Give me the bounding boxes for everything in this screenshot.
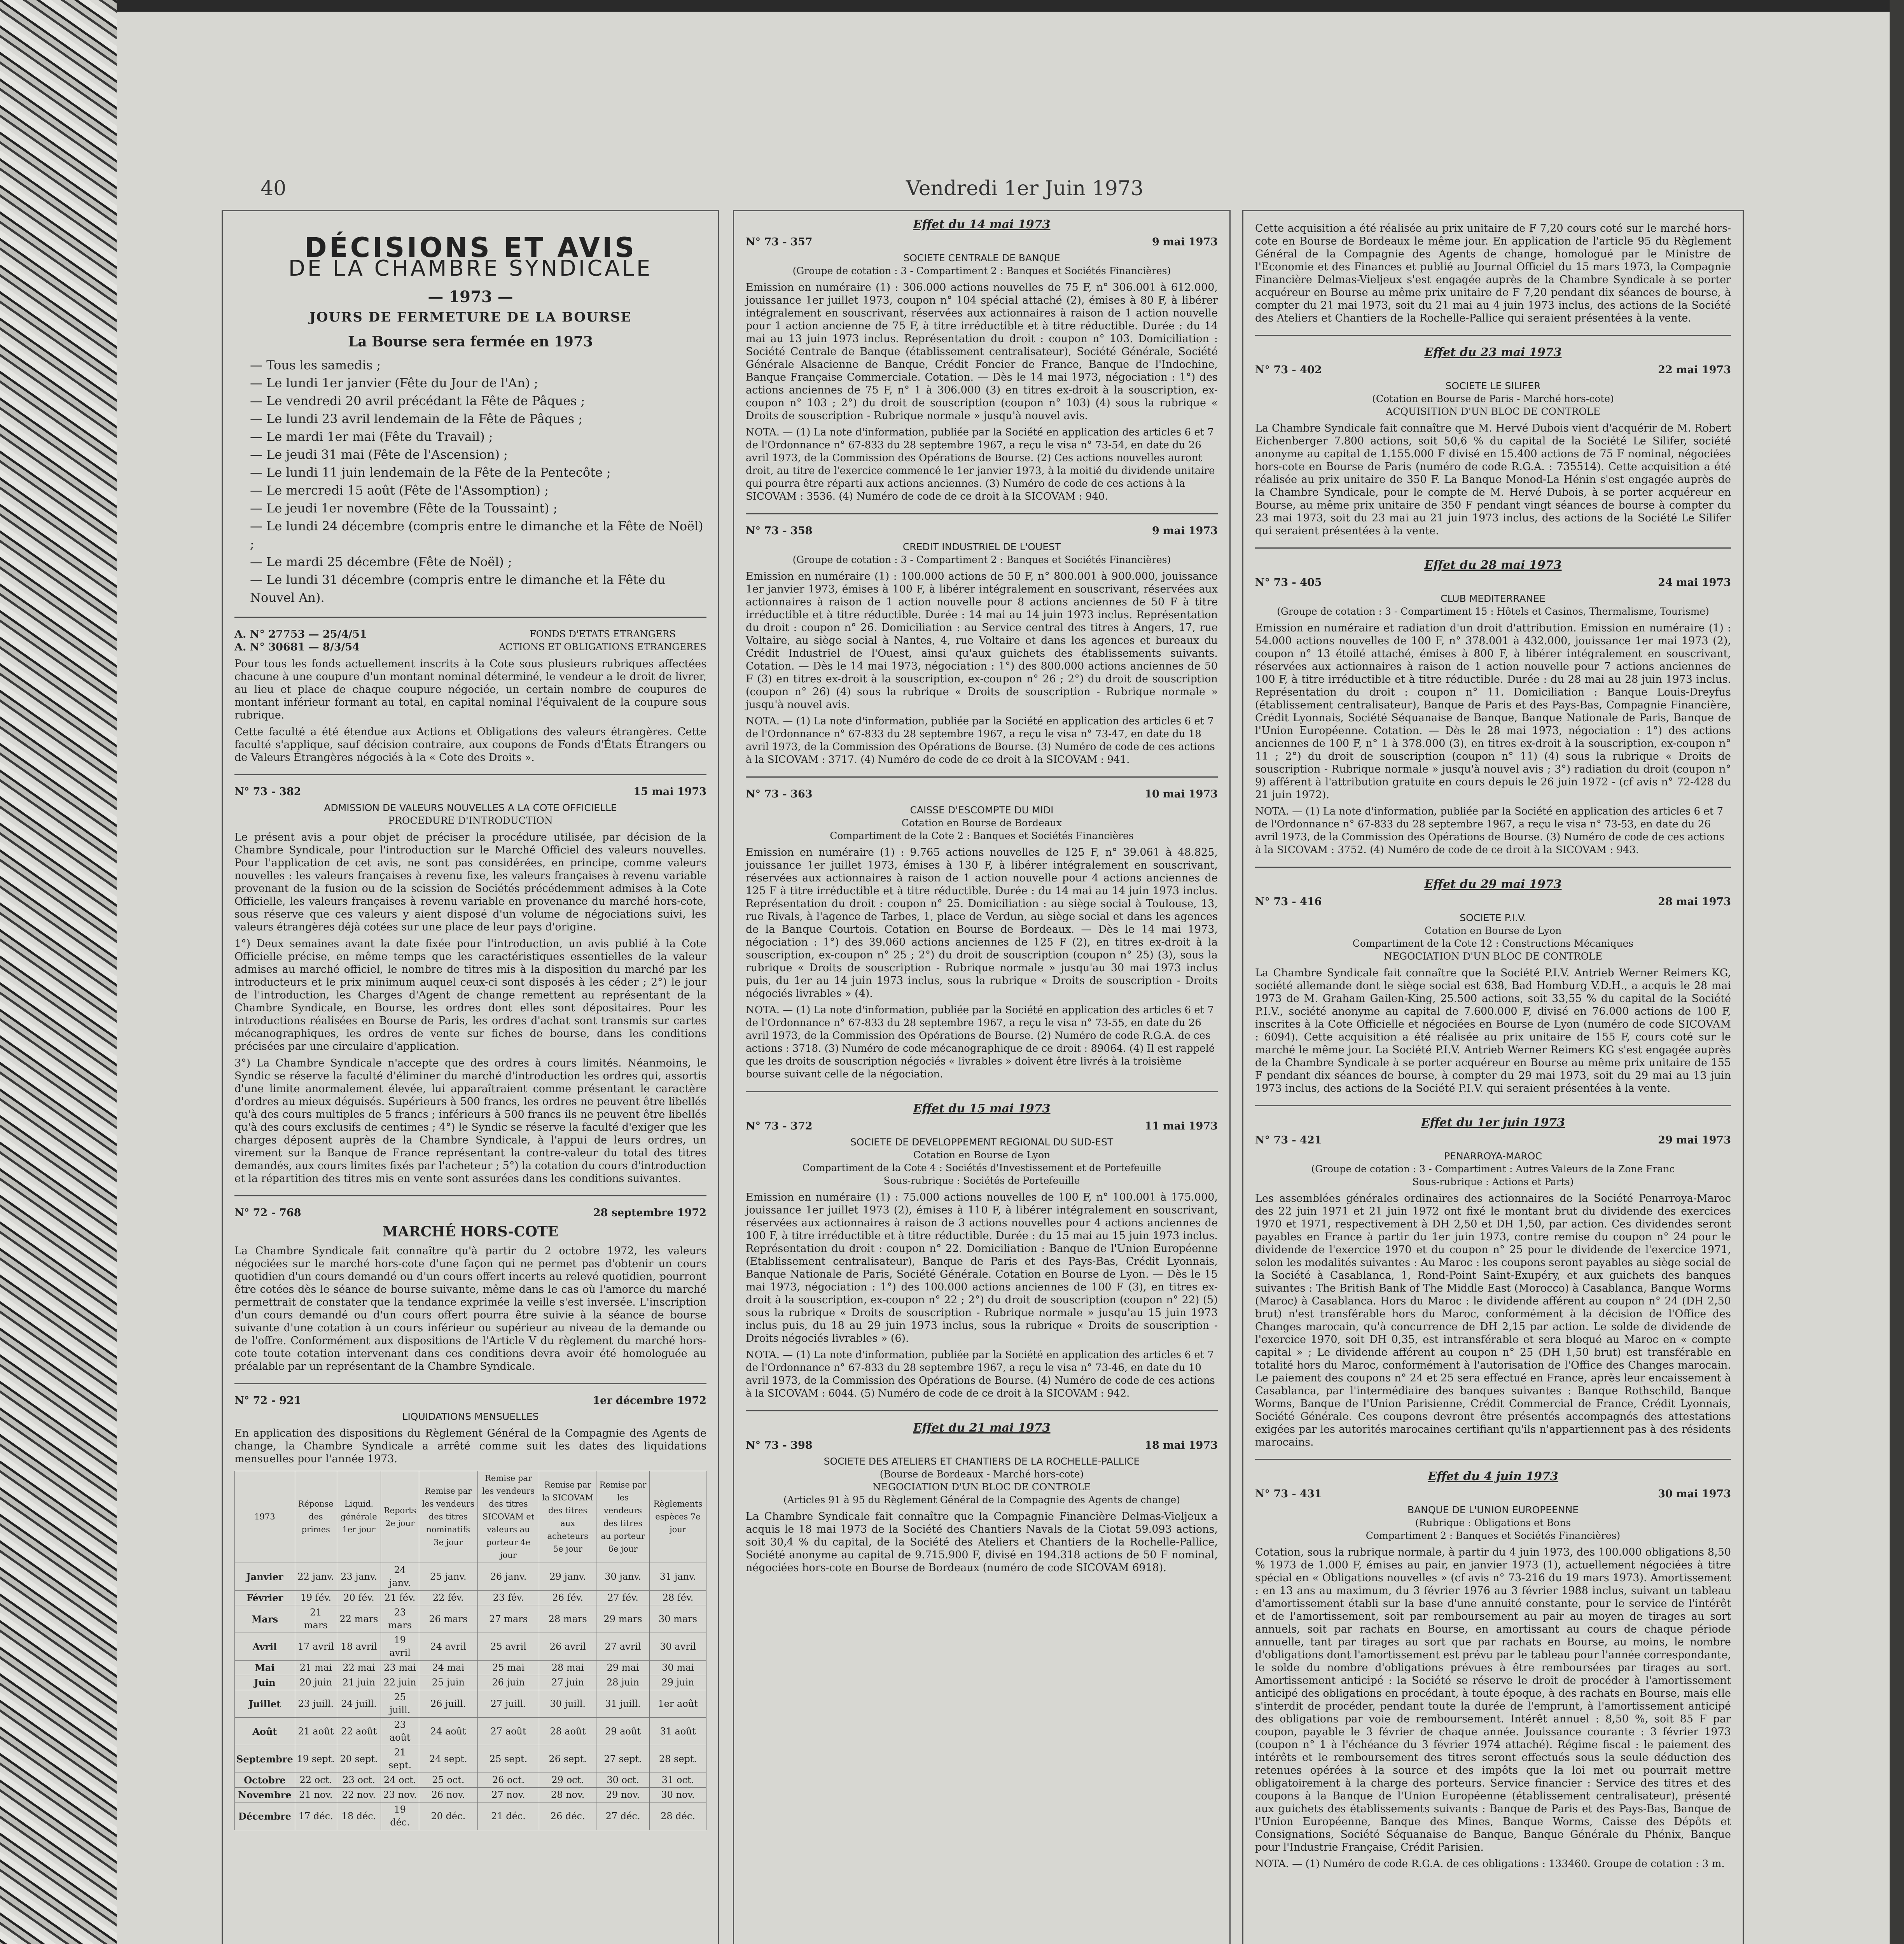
month-cell: Mars bbox=[235, 1605, 295, 1633]
marbled-binding bbox=[0, 0, 117, 1944]
date-cell: 22 mai bbox=[337, 1661, 381, 1675]
avis-number: N° 73 - 358 bbox=[746, 525, 813, 537]
company-name: SOCIETE CENTRALE DE BANQUE bbox=[903, 252, 1060, 264]
date-cell: 27 fév. bbox=[596, 1591, 650, 1605]
main-title: DÉCISIONS ET AVIS bbox=[304, 232, 637, 264]
avis-date: 24 mai 1973 bbox=[1658, 577, 1731, 589]
date-cell: 26 oct. bbox=[477, 1773, 539, 1788]
date-cell: 29 juin bbox=[650, 1675, 706, 1690]
date-cell: 23 janv. bbox=[337, 1563, 381, 1591]
avis-date: 18 mai 1973 bbox=[1145, 1439, 1218, 1451]
avis-note: NOTA. — (1) La note d'information, publiée par la Société en application des articles 6 et 7 de l'Ordonnance n° 67-833 du 28 septembre 1967, a reçu le visa n° 73-53, en date du 26 avril 1973, de la Commission des Opérations de Bourse. (3) Numéro de code de ces actions à la SICOVAM : 3752. (4) Numéro de code de ce droit à la SICOVAM : 943. bbox=[1255, 806, 1724, 856]
date-cell: 20 juin bbox=[295, 1675, 337, 1690]
divider bbox=[746, 1410, 1218, 1411]
month-cell: Novembre bbox=[235, 1788, 295, 1802]
divider bbox=[234, 617, 706, 618]
closure-item: — Le lundi 1er janvier (Fête du Jour de l'An) ; bbox=[250, 376, 539, 390]
date-cell: 25 sept. bbox=[477, 1745, 539, 1773]
avis-number: N° 73 - 382 bbox=[234, 786, 301, 798]
date-cell: 22 oct. bbox=[295, 1773, 337, 1788]
date-cell: 25 oct. bbox=[419, 1773, 478, 1788]
closure-list bbox=[234, 356, 706, 607]
date-cell: 28 mars bbox=[539, 1605, 596, 1633]
date-cell: 28 déc. bbox=[650, 1802, 706, 1830]
closure-item: — Le vendredi 20 avril précédant la Fête de Pâques ; bbox=[250, 393, 585, 408]
date-cell: 30 nov. bbox=[650, 1788, 706, 1802]
closure-item: — Le mardi 1er mai (Fête du Travail) ; bbox=[250, 429, 493, 444]
ref-number: A. N° 27753 — 25/4/51 bbox=[234, 628, 367, 640]
date-cell: 21 sept. bbox=[381, 1745, 419, 1773]
main-subtitle: DE LA CHAMBRE SYNDICALE bbox=[288, 256, 653, 281]
quotation-group: Compartiment de la Cote 12 : Constructions Mécaniques bbox=[1352, 938, 1634, 949]
section-heading: JOURS DE FERMETURE DE LA BOURSE bbox=[309, 309, 632, 325]
date-cell: 21 déc. bbox=[477, 1802, 539, 1830]
company-name: SOCIETE LE SILIFER bbox=[1445, 380, 1541, 392]
date-cell: 31 août bbox=[650, 1718, 706, 1745]
ref-block bbox=[234, 628, 706, 654]
page-number: 40 bbox=[261, 177, 287, 200]
closure-item: — Le mardi 25 décembre (Fête de Noël) ; bbox=[250, 554, 512, 569]
date-cell: 27 avril bbox=[596, 1633, 650, 1661]
avis-date: 22 mai 1973 bbox=[1658, 364, 1731, 376]
quotation-subgroup: Compartiment 2 : Banques et Sociétés Financières) bbox=[1365, 1530, 1621, 1541]
month-cell: Décembre bbox=[235, 1802, 295, 1830]
date-cell: 30 avril bbox=[650, 1633, 706, 1661]
column-2 bbox=[733, 210, 1231, 1944]
date-cell: 22 juin bbox=[381, 1675, 419, 1690]
date-cell: 21 mai bbox=[295, 1661, 337, 1675]
table-row bbox=[235, 1633, 706, 1661]
avis-text: Emission en numéraire et radiation d'un droit d'attribution. Emission en numéraire (1) : 54.000 actions nouvelles de 100 F, n° 378.001 à 432.000, jouissance 1er mai 1973 (2), coupon n° 13 étoilé attaché, émises à 800 F, à libérer intégralement en souscrivant, réservées aux actionnaires à raison de 1 action nouvelle pour 7 actions anciennes de 100 F, à titre irréductible et à titre réductible. Durée : du 28 mai au 28 juin 1973 inclus. Représentation du droit : coupon n° 11. Domiciliation : Banque Louis-Dreyfus (établissement centralisateur), Banque de Paris et des Pays-Bas, Compagnie Financière, Crédit Lyonnais, Société Séquanaise de Banque, Banque Nationale de Paris, Banque de l'Union Européenne. Cotation. — Dès le 28 mai 1973, négociation : 1°) des actions anciennes de 100 F, n° 1 à 378.000 (3), en titres ex-droit à la souscription, ex-coupon n° 11 ; 2°) du droit de souscription (coupon n° 11) (4) sous la rubrique « Droits de souscription - Rubrique normale » jusqu'à nouvel avis ; 3°) radiation du droit (coupon n° 9) afférent à l'attribution gratuite en cours depuis le 26 juin 1972 - (cf avis n° 72-428 du 21 juin 1972). bbox=[1255, 622, 1731, 801]
date-cell: 29 août bbox=[596, 1718, 650, 1745]
company-name: SOCIETE DES ATELIERS ET CHANTIERS DE LA ROCHELLE-PALLICE bbox=[823, 1456, 1140, 1467]
quotation-group: Compartiment de la Cote 4 : Sociétés d'Investissement et de Portefeuille bbox=[802, 1162, 1161, 1173]
ref-title: FONDS D'ETATS ETRANGERS bbox=[530, 629, 676, 640]
avis-header bbox=[746, 1439, 1218, 1452]
date-cell: 23 mars bbox=[381, 1605, 419, 1633]
column-1 bbox=[222, 210, 719, 1944]
avis-text: La Chambre Syndicale fait connaître que la Société P.I.V. Antrieb Werner Reimers KG, société allemande dont le siège social est 638, Bad Homburg V.D.H., a acquis le 28 mai 1973 de M. Graham Gailen-King, 25.500 actions, soit 33,55 % du capital de la Société P.I.V., société anonyme au capital de 7.600.000 F, divisé en 76.000 actions de 100 F, inscrites à la Cote Officielle et négociées en Bourse de Lyon (numéro de code SICOVAM : 6094). Cette acquisition a été réalisée au prix unitaire de 155 F, cours coté sur le marché le même jour. La Société P.I.V. Antrieb Werner Reimers KG s'est engagée auprès de la Chambre Syndicale à se porter acquéreur en Bourse au même prix unitaire de 155 F pendant dix séances de bourse, à compter du 29 mai 1973, soit du 29 mai au 13 juin 1973 inclus, des actions de la Société P.I.V. qui seraient présentées à la vente. bbox=[1255, 967, 1731, 1094]
company-name: CAISSE D'ESCOMPTE DU MIDI bbox=[910, 804, 1054, 816]
avis-header bbox=[1255, 895, 1731, 908]
company-name: CREDIT INDUSTRIEL DE L'OUEST bbox=[902, 541, 1061, 552]
date-cell: 30 janv. bbox=[596, 1563, 650, 1591]
month-cell: Avril bbox=[235, 1633, 295, 1661]
month-cell: Août bbox=[235, 1718, 295, 1745]
month-cell: Septembre bbox=[235, 1745, 295, 1773]
date-cell: 25 juin bbox=[419, 1675, 478, 1690]
avis-text: La Chambre Syndicale fait connaître que M. Hervé Dubois vient d'acquérir de M. Robert Eichenberger 7.800 actions, soit 50,6 % du capital de la Société Le Silifer, société anonyme au capital de 1.155.000 F divisé en 15.400 actions de 75 F nominal, négociées hors-cote en Bourse de Paris (numéro de code R.G.A. : 735514). Cette acquisition a été réalisée au prix unitaire de 350 F. La Banque Monod-La Hénin s'est engagée auprès de la Chambre Syndicale, pour le compte de M. Hervé Dubois, à se porter acquéreur en Bourse, au même prix unitaire de 350 F pendant vingt séances de bourse à compter du 23 mai 1973, soit du 23 mai au 21 juin 1973 inclus, des actions de la Société Le Silifer qui seraient présentées à la vente. bbox=[1255, 422, 1731, 537]
date-cell: 29 nov. bbox=[596, 1788, 650, 1802]
date-cell: 31 janv. bbox=[650, 1563, 706, 1591]
closure-item: — Le jeudi 31 mai (Fête de l'Ascension) ; bbox=[250, 447, 508, 462]
avis-text: 3°) La Chambre Syndicale n'accepte que des ordres à cours limités. Néanmoins, le Syndic se réserve la faculté d'éliminer du marché d'introduction les ordres qui, assortis d'une limite anormalement élevée, lui apparaîtraient comme présentant le caractère d'ordres au mieux déguisés. Supérieurs à 500 francs, les ordres ne peuvent être libellés qu'à des cours multiples de 5 francs ; inférieurs à 500 francs ils ne peuvent être libellés qu'à des cours exclusifs de centimes ; 4°) le Syndic se réserve la faculté d'exiger que les charges déposent auprès de la Chambre Syndicale, à l'appui de leurs ordres, un virement sur la Banque de France représentant la contre-valeur du total des titres demandés, aux cours limites fixés par l'acheteur ; 5°) la cotation du cours d'introduction et la répartition des titres mis en vente sont assurées dans les conditions suivantes. bbox=[234, 1057, 706, 1185]
quotation-group: (Groupe de cotation : 3 - Compartiment 15 : Hôtels et Casinos, Thermalisme, Tourisme) bbox=[1277, 606, 1709, 617]
divider bbox=[746, 513, 1218, 514]
avis-text: La Chambre Syndicale fait connaître qu'à partir du 2 octobre 1972, les valeurs négociées sur le marché hors-cote d'une façon qui ne permet pas d'obtenir un cours quotidien d'un cours demandé ou d'un cours offert incerts au relevé quotidien, pourront être cotées dès le séance de bourse suivante, même dans le cas où l'amorce du marché permettrait de constater que la tendance exprimée la veille s'est inversée. L'inscription d'un cours demandé ou d'un cours offert pourra être suivie à la séance de bourse suivante d'une cotation à un cours inférieur ou supérieur au niveau de la demande ou de l'offre. Conformément aux dispositions de l'Article V du règlement du marché hors-cote toute cotation intervenant dans ces conditions devra avoir été homologuée au préalable par un représentant de la Chambre Syndicale. bbox=[234, 1245, 706, 1372]
table-row bbox=[235, 1718, 706, 1745]
avis-header bbox=[746, 236, 1218, 248]
avis-text: Emission en numéraire (1) : 9.765 actions nouvelles de 125 F, n° 39.061 à 48.825, jouissance 1er juillet 1973, émises à 130 F, à libérer intégralement en souscrivant, réservées aux actionnaires à raison de 1 action nouvelle pour 4 actions anciennes de 125 F à titre irréductible et à titre réductible. Durée : du 14 mai au 14 juin 1973 inclus. Représentation du droit : coupon n° 25. Domiciliation : au siège social à Toulouse, 13, rue Rivals, à l'agence de Tarbes, 1, place de Verdun, au siège social et dans les agences de la Banque Courtois. Cotation en Bourse de Bordeaux. — Dès le 14 mai 1973, négociation : 1°) des 39.060 actions anciennes de 125 F (2), en titres ex-droit à la souscription, ex-coupon n° 25 ; 2°) du droit de souscription (coupon n° 25) (3), sous la rubrique « Droits de souscription - Rubrique normale » jusqu'au 30 mai 1973 inclus puis, du 1er au 14 juin 1973 inclus, sous la rubrique « Droits de souscription - Droits négociés livrables » (4). bbox=[746, 846, 1218, 1000]
date-cell: 28 juin bbox=[596, 1675, 650, 1690]
date-cell: 29 mai bbox=[596, 1661, 650, 1675]
divider bbox=[746, 776, 1218, 778]
avis-number: N° 73 - 372 bbox=[746, 1120, 813, 1132]
avis-date: 15 mai 1973 bbox=[633, 786, 706, 798]
avis-subtitle: NEGOCIATION D'UN BLOC DE CONTROLE bbox=[872, 1481, 1091, 1493]
date-cell: 29 oct. bbox=[539, 1773, 596, 1788]
effect-date: Effet du 23 mai 1973 bbox=[1424, 346, 1562, 359]
date-cell: 29 mars bbox=[596, 1605, 650, 1633]
avis-number: N° 73 - 398 bbox=[746, 1439, 813, 1451]
table-row bbox=[235, 1605, 706, 1633]
date-cell: 25 janv. bbox=[419, 1563, 478, 1591]
quotation-group: (Groupe de cotation : 3 - Compartiment 2 : Banques et Sociétés Financières) bbox=[792, 265, 1171, 276]
date-cell: 26 juill. bbox=[419, 1690, 478, 1718]
table-row bbox=[235, 1661, 706, 1675]
divider bbox=[1255, 1459, 1731, 1460]
avis-number: N° 73 - 363 bbox=[746, 788, 813, 800]
table-row bbox=[235, 1690, 706, 1718]
avis-date: 9 mai 1973 bbox=[1152, 236, 1218, 248]
avis-note: NOTA. — (1) La note d'information, publiée par la Société en application des articles 6 et 7 de l'Ordonnance n° 67-833 du 28 septembre 1967, a reçu le visa n° 73-55, en date du 26 avril 1973, de la Commission des Opérations de Bourse. (2) Numéro de code R.G.A. de ces actions : 3718. (3) Numéro de code mécanographique de ce droit : 89064. (4) Il est rappelé que les droits de souscription négociés « livrables » doivent être livrés à la troisième bourse suivant celle de la négociation. bbox=[746, 1004, 1215, 1080]
closure-intro: La Bourse sera fermée en 1973 bbox=[348, 334, 593, 350]
divider bbox=[1255, 335, 1731, 336]
date-cell: 26 avril bbox=[539, 1633, 596, 1661]
table-row bbox=[235, 1745, 706, 1773]
year-line: — 1973 — bbox=[428, 288, 513, 306]
date-cell: 20 fév. bbox=[337, 1591, 381, 1605]
avis-date: 11 mai 1973 bbox=[1145, 1120, 1218, 1132]
date-cell: 19 fév. bbox=[295, 1591, 337, 1605]
quotation-place: Cotation en Bourse de Bordeaux bbox=[901, 817, 1062, 829]
ref-text: Cette faculté a été étendue aux Actions et Obligations des valeurs étrangères. Cette faculté s'applique, sauf décision contraire, aux coupons de Fonds d'États Étrangers ou de Valeurs Étrangères négociés à la « Cote des Droits ». bbox=[234, 726, 706, 764]
date-cell: 29 janv. bbox=[539, 1563, 596, 1591]
avis-header bbox=[1255, 364, 1731, 376]
date-cell: 30 mai bbox=[650, 1661, 706, 1675]
date-cell: 27 nov. bbox=[477, 1788, 539, 1802]
quotation-group: (Rubrique : Obligations et Bons bbox=[1415, 1517, 1571, 1528]
date-cell: 26 sept. bbox=[539, 1745, 596, 1773]
avis-articles: (Articles 91 à 95 du Règlement Général de la Compagnie des Agents de change) bbox=[783, 1494, 1180, 1505]
quotation-place: (Bourse de Bordeaux - Marché hors-cote) bbox=[879, 1468, 1084, 1480]
table-header-cell: Réponse des primes bbox=[295, 1471, 337, 1563]
table-header-cell: Règlements espèces 7e jour bbox=[650, 1471, 706, 1563]
table-row bbox=[235, 1788, 706, 1802]
date-cell: 23 juill. bbox=[295, 1690, 337, 1718]
date-cell: 26 mars bbox=[419, 1605, 478, 1633]
avis-header bbox=[234, 1394, 706, 1407]
table-header-cell: Liquid. générale 1er jour bbox=[337, 1471, 381, 1563]
avis-number: N° 72 - 768 bbox=[234, 1207, 301, 1219]
date-cell: 19 avril bbox=[381, 1633, 419, 1661]
quotation-subgroup: Sous-rubrique : Actions et Parts) bbox=[1412, 1176, 1574, 1187]
date-cell: 21 juin bbox=[337, 1675, 381, 1690]
date-cell: 21 nov. bbox=[295, 1788, 337, 1802]
date-cell: 25 juill. bbox=[381, 1690, 419, 1718]
avis-text: Le présent avis a pour objet de préciser la procédure utilisée, par décision de la Chambre Syndicale, pour l'introduction sur le Marché Officiel des valeurs nouvelles. Pour l'application de cet avis, ne sont pas considérées, en principe, comme valeurs nouvelles : les valeurs françaises à revenu fixe, les valeurs françaises à revenu variable provenant de la fusion ou de la scission de Sociétés précédemment admises à la Cote Officielle, les valeurs françaises à revenu variable en provenance du marché hors-cote, sous réserve que ces valeurs y aient disposé d'un volume de négociations suivi, les valeurs étrangères déjà cotées sur une place de leur pays d'origine. bbox=[234, 831, 706, 933]
ref-title: ACTIONS ET OBLIGATIONS ETRANGERES bbox=[499, 642, 706, 652]
avis-subtitle: PROCEDURE D'INTRODUCTION bbox=[388, 815, 553, 826]
company-name: PENARROYA-MAROC bbox=[1444, 1150, 1542, 1162]
date-cell: 30 juill. bbox=[539, 1690, 596, 1718]
avis-header bbox=[1255, 1488, 1731, 1500]
date-cell: 18 avril bbox=[337, 1633, 381, 1661]
divider bbox=[1255, 1105, 1731, 1106]
date-cell: 24 oct. bbox=[381, 1773, 419, 1788]
quotation-place: Cotation en Bourse de Lyon bbox=[1424, 925, 1562, 936]
effect-date: Effet du 15 mai 1973 bbox=[913, 1102, 1051, 1115]
date-cell: 26 janv. bbox=[477, 1563, 539, 1591]
date-cell: 23 fév. bbox=[477, 1591, 539, 1605]
column-3 bbox=[1242, 210, 1744, 1944]
avis-subtitle: ACQUISITION D'UN BLOC DE CONTROLE bbox=[1386, 406, 1600, 417]
month-cell: Janvier bbox=[235, 1563, 295, 1591]
date-cell: 22 août bbox=[337, 1718, 381, 1745]
date-cell: 21 fév. bbox=[381, 1591, 419, 1605]
avis-date: 28 septembre 1972 bbox=[593, 1207, 706, 1219]
quotation-group: (Groupe de cotation : 3 - Compartiment : Autres Valeurs de la Zone Franc bbox=[1311, 1163, 1675, 1175]
avis-text: Emission en numéraire (1) : 100.000 actions de 50 F, n° 800.001 à 900.000, jouissance 1er janvier 1973, émises à 100 F, à libérer intégralement en souscrivant, réservées aux actionnaires à raison de 1 action nouvelle pour 8 actions anciennes de 50 F à titre irréductible et à titre réductible. Durée : 14 mai au 14 juin 1973 inclus. Représentation du droit : coupon n° 26. Domiciliation : au Service central des titres à Angers, 17, rue Voltaire, au siège social à Nantes, 4, rue Voltaire et dans les agences et bureaux du Crédit Industriel de l'Ouest, ainsi qu'aux guichets des établissements suivants. Cotation. — Dès le 14 mai 1973, négociation : 1°) des 800.000 actions anciennes de 50 F (3) en titres ex-droit à la souscription, ex-coupon n° 26 ; 2°) du droit de souscription (coupon n° 26) (4) sous la rubrique « Droits de souscription - Rubrique normale » jusqu'à nouvel avis. bbox=[746, 570, 1218, 711]
date-cell: 26 fév. bbox=[539, 1591, 596, 1605]
avis-note: NOTA. — (1) Numéro de code R.G.A. de ces obligations : 133460. Groupe de cotation : 3 m. bbox=[1255, 1858, 1725, 1870]
closure-item: — Le jeudi 1er novembre (Fête de la Toussaint) ; bbox=[250, 501, 558, 516]
date-cell: 30 mars bbox=[650, 1605, 706, 1633]
avis-number: N° 73 - 416 bbox=[1255, 896, 1322, 908]
quotation-group: (Groupe de cotation : 3 - Compartiment 2 : Banques et Sociétés Financières) bbox=[792, 554, 1171, 565]
date-cell: 28 sept. bbox=[650, 1745, 706, 1773]
effect-date: Effet du 4 juin 1973 bbox=[1428, 1470, 1558, 1483]
date-cell: 24 janv. bbox=[381, 1563, 419, 1591]
avis-date: 28 mai 1973 bbox=[1658, 896, 1731, 908]
avis-text: Emission en numéraire (1) : 306.000 actions nouvelles de 75 F, n° 306.001 à 612.000, jouissance 1er juillet 1973, coupon n° 104 spécial attaché (2), émises à 80 F, à libérer intégralement en souscrivant, réservées aux actionnaires à raison de 1 action nouvelle pour 1 action ancienne de 75 F, à titre irréductible et à titre réductible. Durée : du 14 mai au 13 juin 1973 inclus. Représentation du droit : coupon n° 103. Domiciliation : Société Centrale de Banque (établissement centralisateur), Société Générale, Société Générale Alsacienne de Banque, Crédit Foncier de France, Banque de l'Indochine, Banque Française Commerciale. Cotation. — Dès le 14 mai 1973, négociation : 1°) des actions anciennes de 75 F, n° 1 à 306.000 (3) en titres ex-droit à la souscription, ex-coupon n° 103 ; 2°) du droit de souscription (coupon n° 103) (4) sous la rubrique « Droits de souscription - Rubrique normale » jusqu'à nouvel avis. bbox=[746, 281, 1218, 422]
avis-text: Cette acquisition a été réalisée au prix unitaire de F 7,20 cours coté sur le marché hors-cote en Bourse de Bordeaux le même jour. En application de l'article 95 du Règlement Général de la Compagnie des Agents de change, homologué par le Ministre de l'Economie et des Finances et publié au Journal Officiel du 15 mars 1973, la Compagnie Financière Delmas-Vieljeux s'est engagée auprès de la Chambre Syndicale à se porter acquéreur en Bourse au même prix unitaire de F 7,20 pendant dix séances de bourse, à compter du 21 mai 1973, soit du 21 mai au 4 juin 1973 inclus, des actions de la Société des Ateliers et Chantiers de la Rochelle-Pallice qui seraient présentées à la vente. bbox=[1255, 222, 1731, 324]
avis-title: LIQUIDATIONS MENSUELLES bbox=[402, 1411, 539, 1422]
date-cell: 26 déc. bbox=[539, 1802, 596, 1830]
effect-date: Effet du 21 mai 1973 bbox=[913, 1421, 1051, 1435]
avis-number: N° 73 - 357 bbox=[746, 236, 813, 248]
effect-date: Effet du 28 mai 1973 bbox=[1424, 558, 1562, 572]
date-cell: 21 mars bbox=[295, 1605, 337, 1633]
date-cell: 30 oct. bbox=[596, 1773, 650, 1788]
date-cell: 17 déc. bbox=[295, 1802, 337, 1830]
table-header-cell: Remise par la SICOVAM des titres aux acheteurs 5e jour bbox=[539, 1471, 596, 1563]
ref-text: Pour tous les fonds actuellement inscrits à la Cote sous plusieurs rubriques affectées chacune à une coupure d'un montant nominal déterminé, le vendeur a le droit de livrer, au lieu et place de chaque coupure négociée, un certain nombre de coupures de montant inférieur formant au total, en capital nominal l'équivalent de la coupure sous rubrique. bbox=[234, 658, 706, 721]
date-cell: 26 juin bbox=[477, 1675, 539, 1690]
avis-date: 29 mai 1973 bbox=[1658, 1134, 1731, 1146]
avis-text: Cotation, sous la rubrique normale, à partir du 4 juin 1973, des 100.000 obligations 8,50 % 1973 de 1.000 F, émises au pair, en janvier 1973 (1), actuellement négociées à titre spécial en « Obligations nouvelles » (cf avis n° 73-216 du 19 mars 1973). Amortissement : en 13 ans au maximum, du 3 février 1976 au 3 février 1988 inclus, suivant un tableau d'amortissement établi sur la base d'une annuité constante, pour le service de l'intérêt et de l'amortissement, soit par remboursement au pair au moyen de tirages au sort annuels, soit par rachats en Bourse, en amortissant au cours de chaque période annuelle, tant par tirages au sort que par rachats en Bourse, au moins, le nombre d'obligations dont l'amortissement est prévu par le tableau pour l'année correspondante, le solde du nombre d'obligations prévues à être remboursées par tirages au sort. Amortissement anticipé : la Société se réserve le droit de procéder à l'amortissement anticipé des obligations en procédant, à toute époque, à des rachats en Bourse, mais elle s'interdit de procéder, pendant toute la durée de l'emprunt, à l'amortissement anticipé des obligations par voie de remboursement. Intérêt annuel : 8,50 %, soit 85 F par coupon, payable le 3 février de chaque année. Jouissance courante : 3 février 1973 (coupon n° 1 à l'échéance du 3 février 1974 attaché). Régime fiscal : le paiement des intérêts et le remboursement des titres seront effectués sous la seule déduction des retenues opérées à la source et des impôts que la loi met ou pourrait mettre obligatoirement à la charge des porteurs. Service financier : Service des titres et des coupons à la Banque de l'Union Européenne (établissement centralisateur), présenté aux guichets des établissements suivants : Banque de Paris et des Pays-Bas, Banque de l'Union Européenne, Banque des Mines, Banque Worms, Caisse des Dépôts et Consignations, Société Séquanaise de Banque, Banque Générale du Phénix, Banque pour l'Industrie Française, Crédit Parisien. bbox=[1255, 1546, 1731, 1853]
company-name: SOCIETE DE DEVELOPPEMENT REGIONAL DU SUD-EST bbox=[850, 1136, 1114, 1148]
avis-text: En application des dispositions du Règlement Général de la Compagnie des Agents de change, la Chambre Syndicale a arrêté comme suit les dates des liquidations mensuelles pour l'année 1973. bbox=[234, 1427, 706, 1465]
date-cell: 25 avril bbox=[477, 1633, 539, 1661]
quotation-place: (Cotation en Bourse de Paris - Marché hors-cote) bbox=[1372, 393, 1614, 404]
closure-item: — Le lundi 24 décembre (compris entre le dimanche et la Fête de Noël) ; bbox=[250, 519, 703, 551]
avis-header bbox=[1255, 1134, 1731, 1147]
date-cell: 17 avril bbox=[295, 1633, 337, 1661]
closure-item: — Le lundi 23 avril lendemain de la Fête de Pâques ; bbox=[250, 411, 583, 426]
divider bbox=[1255, 547, 1731, 549]
avis-text: Emission en numéraire (1) : 75.000 actions nouvelles de 100 F, n° 100.001 à 175.000, jouissance 1er juillet 1973 (2), émises à 110 F, à libérer intégralement en souscrivant, réservées aux actionnaires à raison de 3 actions nouvelles pour 4 actions anciennes de 100 F, à titre irréductible et à titre réductible. Durée : du 15 mai au 15 juin 1973 inclus. Représentation du droit : coupon n° 22. Domiciliation : Banque de l'Union Européenne (Etablissement centralisateur), Banque de Paris et des Pays-Bas, Crédit Lyonnais, Banque Nationale de Paris, Société Générale. Cotation en Bourse de Lyon. — Dès le 15 mai 1973, négociation : 1°) des 100.000 actions anciennes de 100 F (3), en titres ex-droit à la souscription, ex-coupon n° 22 ; 2°) du droit de souscription (coupon n° 22) (5) sous la rubrique « Droits de souscription - Rubrique normale » jusqu'au 15 juin 1973 inclus puis, du 18 au 29 juin 1973 inclus, sous la rubrique « Droits de souscription - Droits négociés livrables » (6). bbox=[746, 1191, 1218, 1344]
company-name: CLUB MEDITERRANEE bbox=[1441, 593, 1546, 604]
divider bbox=[234, 1383, 706, 1384]
effect-date: Effet du 1er juin 1973 bbox=[1421, 1116, 1565, 1129]
date-cell: 23 oct. bbox=[337, 1773, 381, 1788]
avis-header bbox=[234, 785, 706, 798]
avis-title: ADMISSION DE VALEURS NOUVELLES A LA COTE OFFICIELLE bbox=[324, 802, 617, 813]
avis-number: N° 72 - 921 bbox=[234, 1395, 301, 1407]
avis-date: 10 mai 1973 bbox=[1145, 788, 1218, 800]
table-header-cell: Remise par les vendeurs des titres nominatifs 3e jour bbox=[419, 1471, 478, 1563]
avis-number: N° 73 - 402 bbox=[1255, 364, 1322, 376]
company-name: BANQUE DE L'UNION EUROPEENNE bbox=[1407, 1504, 1579, 1516]
table-row bbox=[235, 1591, 706, 1605]
month-cell: Octobre bbox=[235, 1773, 295, 1788]
date-line: Vendredi 1er Juin 1973 bbox=[906, 177, 1143, 200]
date-cell: 28 fév. bbox=[650, 1591, 706, 1605]
avis-header bbox=[234, 1206, 706, 1219]
divider bbox=[746, 1091, 1218, 1092]
date-cell: 28 août bbox=[539, 1718, 596, 1745]
date-cell: 27 mars bbox=[477, 1605, 539, 1633]
effect-date: Effet du 29 mai 1973 bbox=[1424, 878, 1562, 891]
date-cell: 28 nov. bbox=[539, 1788, 596, 1802]
table-header-cell: Remise par les vendeurs des titres SICOVAM et valeurs au porteur 4e jour bbox=[477, 1471, 539, 1563]
avis-text: Les assemblées générales ordinaires des actionnaires de la Société Penarroya-Maroc des 22 juin 1971 et 21 juin 1972 ont fixé le montant brut du dividende des exercices 1970 et 1971, respectivement à DH 2,50 et DH 1,50, par action. Ces dividendes seront payables en France à partir du 1er juin 1973, contre remise du coupon n° 24 pour le dividende de l'exercice 1970 et du coupon n° 25 pour le dividende de l'exercice 1971, selon les modalités suivantes : Au Maroc : les coupons seront payables au siège social de la Société à Casablanca, 1, Rond-Point Saint-Exupéry, et aux guichets des banques suivantes : The British Bank of The Middle East (Morocco) à Casablanca, Banque Worms (Maroc) à Casablanca. Hors du Maroc : le dividende afférent au coupon n° 24 (DH 2,50 brut) n'est transférable hors du Maroc, conformément à la décision de l'Office des Changes marocain, qu'à concurrence de DH 2,15 par action. Le solde de dividende de l'exercice 1970, soit DH 0,35, est intransférable et sera bloqué au Maroc en « compte capital » ; Le dividende afférent au coupon n° 25 (DH 1,50 brut) est transférable en totalité hors du Maroc, conformément à l'autorisation de l'Office des Changes marocain. Le paiement des coupons n° 24 et 25 sera effectué en France, après leur encaissement à Casablanca, par l'intermédiaire des banques suivantes : Banque Rothschild, Banque Worms, Banque de l'Union Parisienne, Crédit Commercial de France, Crédit Lyonnais, Société Générale. Ces coupons devront être présentés accompagnés des attestations exigées par les autorités marocaines certifiant qu'ils n'appartiennent pas à des résidents marocains. bbox=[1255, 1192, 1731, 1448]
closure-item: — Le lundi 11 juin lendemain de la Fête de la Pentecôte ; bbox=[250, 465, 611, 480]
closure-item: — Le lundi 31 décembre (compris entre le dimanche et la Fête du Nouvel An). bbox=[250, 572, 666, 605]
date-cell: 24 sept. bbox=[419, 1745, 478, 1773]
closure-item: — Tous les samedis ; bbox=[250, 358, 381, 372]
date-cell: 1er août bbox=[650, 1690, 706, 1718]
avis-text: La Chambre Syndicale fait connaître que la Compagnie Financière Delmas-Vieljeux a acquis le 18 mai 1973 de la Société des Chantiers Navals de la Ciotat 59.093 actions, soit 30,4 % du capital, de la Société des Ateliers et Chantiers de la Rochelle-Pallice, Société anonyme au capital de 9.715.900 F, divisé en 194.318 actions de 50 F nominal, négociées hors-cote en Bourse de Bordeaux (numéro de code SICOVAM 6918). bbox=[746, 1510, 1218, 1574]
avis-text: 1°) Deux semaines avant la date fixée pour l'introduction, un avis publié à la Cote Officielle précise, en même temps que les caractéristiques essentielles de la valeur admises au marché officiel, le nombre de titres mis à la disposition du marché par les introducteurs et le prix minimum auquel ceux-ci sont disposés à les céder ; 2°) le jour de l'introduction, les Charges d'Agent de change remettent au représentant de la Chambre Syndicale, en Bourse, les ordres dont elles sont dépositaires. Pour les introductions réalisées en Bourse de Paris, les ordres d'achat sont transmis sur cartes mécanographiques, les ordres de vente sur fiches de bourse, dans les conditions précisées par une circulaire d'application. bbox=[234, 938, 706, 1052]
date-cell: 24 mai bbox=[419, 1661, 478, 1675]
date-cell: 20 sept. bbox=[337, 1745, 381, 1773]
date-cell: 22 fév. bbox=[419, 1591, 478, 1605]
date-cell: 19 sept. bbox=[295, 1745, 337, 1773]
date-cell: 27 sept. bbox=[596, 1745, 650, 1773]
divider bbox=[234, 1195, 706, 1196]
date-cell: 23 nov. bbox=[381, 1788, 419, 1802]
date-cell: 27 juin bbox=[539, 1675, 596, 1690]
table-row bbox=[235, 1773, 706, 1788]
page-edge bbox=[1890, 0, 1904, 1944]
date-cell: 24 juill. bbox=[337, 1690, 381, 1718]
avis-date: 1er décembre 1972 bbox=[593, 1395, 706, 1407]
date-cell: 27 juill. bbox=[477, 1690, 539, 1718]
date-cell: 23 août bbox=[381, 1718, 419, 1745]
liquidation-table bbox=[234, 1471, 706, 1830]
date-cell: 31 oct. bbox=[650, 1773, 706, 1788]
quotation-place: Cotation en Bourse de Lyon bbox=[913, 1149, 1051, 1161]
avis-note: NOTA. — (1) La note d'information, publiée par la Société en application des articles 6 et 7 de l'Ordonnance n° 67-833 du 28 septembre 1967, a reçu le visa n° 73-47, en date du 18 avril 1973, de la Commission des Opérations de Bourse. (3) Numéro de code de ces actions à la SICOVAM : 3717. (4) Numéro de code de ce droit à la SICOVAM : 941. bbox=[746, 715, 1215, 766]
date-cell: 19 déc. bbox=[381, 1802, 419, 1830]
date-cell: 22 janv. bbox=[295, 1563, 337, 1591]
date-cell: 26 nov. bbox=[419, 1788, 478, 1802]
avis-date: 30 mai 1973 bbox=[1658, 1488, 1731, 1500]
table-header-cell: Remise par les vendeurs des titres au porteur 6e jour bbox=[596, 1471, 650, 1563]
date-cell: 25 mai bbox=[477, 1661, 539, 1675]
avis-date: 9 mai 1973 bbox=[1152, 525, 1218, 537]
date-cell: 20 déc. bbox=[419, 1802, 478, 1830]
closure-item: — Le mercredi 15 août (Fête de l'Assomption) ; bbox=[250, 483, 549, 498]
company-name: SOCIETE P.I.V. bbox=[1460, 912, 1526, 923]
date-cell: 22 mars bbox=[337, 1605, 381, 1633]
date-cell: 27 déc. bbox=[596, 1802, 650, 1830]
month-cell: Juin bbox=[235, 1675, 295, 1690]
avis-subtitle: NEGOCIATION D'UN BLOC DE CONTROLE bbox=[1383, 951, 1603, 962]
avis-note: NOTA. — (1) La note d'information, publiée par la Société en application des articles 6 et 7 de l'Ordonnance n° 67-833 du 28 septembre 1967, a reçu le visa n° 73-46, en date du 10 avril 1973, de la Commission des Opérations de Bourse. (4) Numéro de code de ces actions à la SICOVAM : 6044. (5) Numéro de code de ce droit à la SICOVAM : 942. bbox=[746, 1349, 1215, 1399]
divider bbox=[234, 774, 706, 775]
effect-date: Effet du 14 mai 1973 bbox=[913, 218, 1051, 231]
month-cell: Mai bbox=[235, 1661, 295, 1675]
month-cell: Juillet bbox=[235, 1690, 295, 1718]
avis-header bbox=[1255, 576, 1731, 589]
divider bbox=[1255, 867, 1731, 868]
date-cell: 24 avril bbox=[419, 1633, 478, 1661]
table-header-cell: 1973 bbox=[235, 1471, 295, 1563]
table-row bbox=[235, 1563, 706, 1591]
quotation-group: Compartiment de la Cote 2 : Banques et Sociétés Financières bbox=[830, 830, 1134, 841]
quotation-subgroup: Sous-rubrique : Sociétés de Portefeuille bbox=[883, 1175, 1080, 1186]
avis-number: N° 73 - 421 bbox=[1255, 1134, 1322, 1146]
avis-title: MARCHÉ HORS-COTE bbox=[382, 1224, 559, 1240]
table-header-cell: Reports 2e jour bbox=[381, 1471, 419, 1563]
ref-number: A. N° 30681 — 8/3/54 bbox=[234, 641, 360, 653]
date-cell: 23 mai bbox=[381, 1661, 419, 1675]
date-cell: 31 juill. bbox=[596, 1690, 650, 1718]
date-cell: 28 mai bbox=[539, 1661, 596, 1675]
avis-header bbox=[746, 788, 1218, 801]
date-cell: 24 août bbox=[419, 1718, 478, 1745]
month-cell: Février bbox=[235, 1591, 295, 1605]
avis-number: N° 73 - 405 bbox=[1255, 577, 1322, 589]
date-cell: 21 août bbox=[295, 1718, 337, 1745]
table-row bbox=[235, 1802, 706, 1830]
avis-header bbox=[746, 1120, 1218, 1133]
table-row bbox=[235, 1675, 706, 1690]
date-cell: 22 nov. bbox=[337, 1788, 381, 1802]
date-cell: 27 août bbox=[477, 1718, 539, 1745]
avis-note: NOTA. — (1) La note d'information, publiée par la Société en application des articles 6 et 7 de l'Ordonnance n° 67-833 du 28 septembre 1967, a reçu le visa n° 73-54, en date du 26 avril 1973, de la Commission des Opérations de Bourse. (2) Ces actions nouvelles auront droit, au titre de l'exercice commencé le 1er janvier 1973, à la moitié du dividende unitaire qui pourra être réparti aux actions anciennes. (3) Numéro de code de ces actions à la SICOVAM : 3536. (4) Numéro de code de ce droit à la SICOVAM : 940. bbox=[746, 427, 1215, 502]
avis-number: N° 73 - 431 bbox=[1255, 1488, 1322, 1500]
date-cell: 18 déc. bbox=[337, 1802, 381, 1830]
avis-header bbox=[746, 524, 1218, 537]
